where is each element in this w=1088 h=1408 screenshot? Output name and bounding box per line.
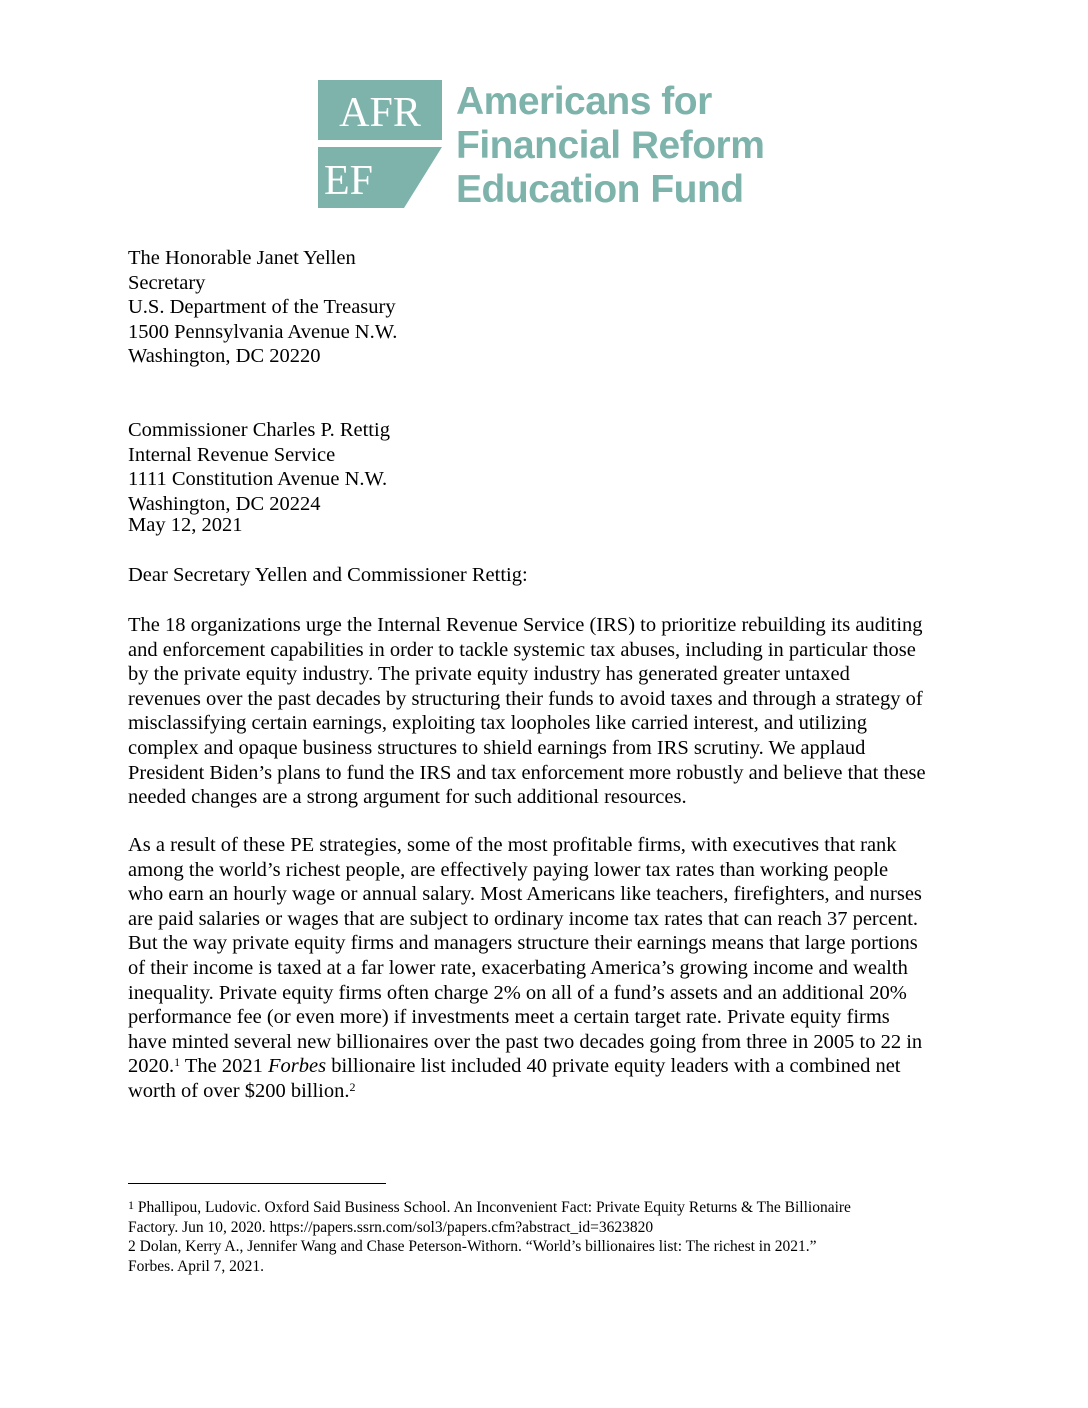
paragraph-line: are paid salaries or wages that are subject to ordinary income tax rates that can reach 37 percent. xyxy=(128,907,919,930)
logo-abbr-bottom: EF xyxy=(324,158,374,204)
footnote-ref-2[interactable]: 2 xyxy=(349,1079,356,1094)
paragraph-line: The 18 organizations urge the Internal Revenue Service (IRS) to prioritize rebuilding its auditing xyxy=(128,614,923,636)
paragraph-line: revenues over the past decades by structuring their funds to avoid taxes and through a strategy of xyxy=(128,687,923,710)
paragraph-line: President Biden’s plans to fund the IRS and tax enforcement more robustly and believe that these xyxy=(128,761,926,784)
text-run: 2020. xyxy=(128,1055,175,1078)
footnote-number: 1 xyxy=(128,1198,134,1212)
logo-name-line-1: Americans for xyxy=(456,80,712,123)
paragraph-line: As a result of these PE strategies, some of the most profitable firms, with executives that rank xyxy=(128,834,897,856)
paragraph-line: by the private equity industry. The private equity industry has generated greater untaxed xyxy=(128,663,850,686)
letter-date: May 12, 2021 xyxy=(128,514,243,536)
recipient-address-treasury xyxy=(128,246,397,369)
paragraph-line: and enforcement capabilities in order to tackle systemic tax abuses, including in particular those xyxy=(128,638,916,661)
address-line: Commissioner Charles P. Rettig xyxy=(128,419,390,441)
logo-abbr-top: AFR xyxy=(339,90,421,136)
paragraph-line: among the world’s richest people, are effectively paying lower tax rates than working people xyxy=(128,858,889,881)
footnote-line: 2 Dolan, Kerry A., Jennifer Wang and Chase Peterson-Withorn. “World’s billionaires list: The richest in 2021.” xyxy=(128,1238,817,1255)
address-line: Secretary xyxy=(128,271,206,294)
address-line: U.S. Department of the Treasury xyxy=(128,296,396,319)
paragraph-line: But the way private equity firms and managers structure their earnings means that large portions xyxy=(128,932,918,955)
footnote-line: Forbes. April 7, 2021. xyxy=(128,1257,265,1275)
body-paragraph-1 xyxy=(128,613,958,810)
paragraph-line: have minted several new billionaires over the past two decades going from three in 2005 to 22 in xyxy=(128,1030,923,1053)
paragraph-line xyxy=(128,1079,958,1104)
logo-name-line-3: Education Fund xyxy=(456,168,744,211)
footnote-1 xyxy=(128,1198,851,1237)
paragraph-line: performance fee (or even more) if investments meet a certain target rate. Private equity firms xyxy=(128,1006,890,1029)
body-paragraph-2 xyxy=(128,833,958,1104)
footnote-2 xyxy=(128,1237,817,1276)
text-run: worth of over $200 billion. xyxy=(128,1079,350,1102)
footnote-ref-1[interactable]: 1 xyxy=(174,1055,181,1070)
paragraph-line: complex and opaque business structures to shield earnings from IRS scrutiny. We applaud xyxy=(128,736,866,759)
address-line: 1500 Pennsylvania Avenue N.W. xyxy=(128,320,398,343)
paragraph-line: who earn an hourly wage or annual salary. Most Americans like teachers, firefighters, and nurses xyxy=(128,883,922,906)
paragraph-line: needed changes are a strong argument for such additional resources. xyxy=(128,786,687,809)
paragraph-line: of their income is taxed at a far lower rate, exacerbating America’s growing income and wealth xyxy=(128,956,908,979)
logo-mark xyxy=(318,80,442,208)
publication-name: Forbes xyxy=(268,1055,327,1078)
footnote-separator xyxy=(128,1183,386,1184)
logo-name-line-2: Financial Reform xyxy=(456,124,765,167)
paragraph-line: inequality. Private equity firms often charge 2% on all of a fund’s assets and an additional 20% xyxy=(128,981,907,1004)
address-line: Internal Revenue Service xyxy=(128,443,336,466)
footnote-text: Phallipou, Ludovic. Oxford Said Business School. An Inconvenient Fact: Private Equity Returns & The Billionaire xyxy=(134,1199,851,1216)
text-run: The 2021 xyxy=(180,1055,269,1078)
recipient-address-irs xyxy=(128,418,390,516)
address-line: 1111 Constitution Avenue N.W. xyxy=(128,468,388,491)
text-run: billionaire list included 40 private equity leaders with a combined net xyxy=(326,1055,901,1078)
address-line: Washington, DC 20224 xyxy=(128,492,321,515)
address-line: Washington, DC 20220 xyxy=(128,345,321,368)
salutation: Dear Secretary Yellen and Commissioner Rettig: xyxy=(128,564,528,586)
paragraph-line: misclassifying certain earnings, exploiting tax loopholes like carried interest, and utilizing xyxy=(128,712,867,735)
footnote-line: Factory. Jun 10, 2020. https://papers.ssrn.com/sol3/papers.cfm?abstract_id=3623820 xyxy=(128,1218,654,1236)
afr-ef-logo xyxy=(318,80,798,210)
footnote-line xyxy=(128,1198,851,1218)
paragraph-line xyxy=(128,1054,958,1079)
address-line: The Honorable Janet Yellen xyxy=(128,247,356,269)
